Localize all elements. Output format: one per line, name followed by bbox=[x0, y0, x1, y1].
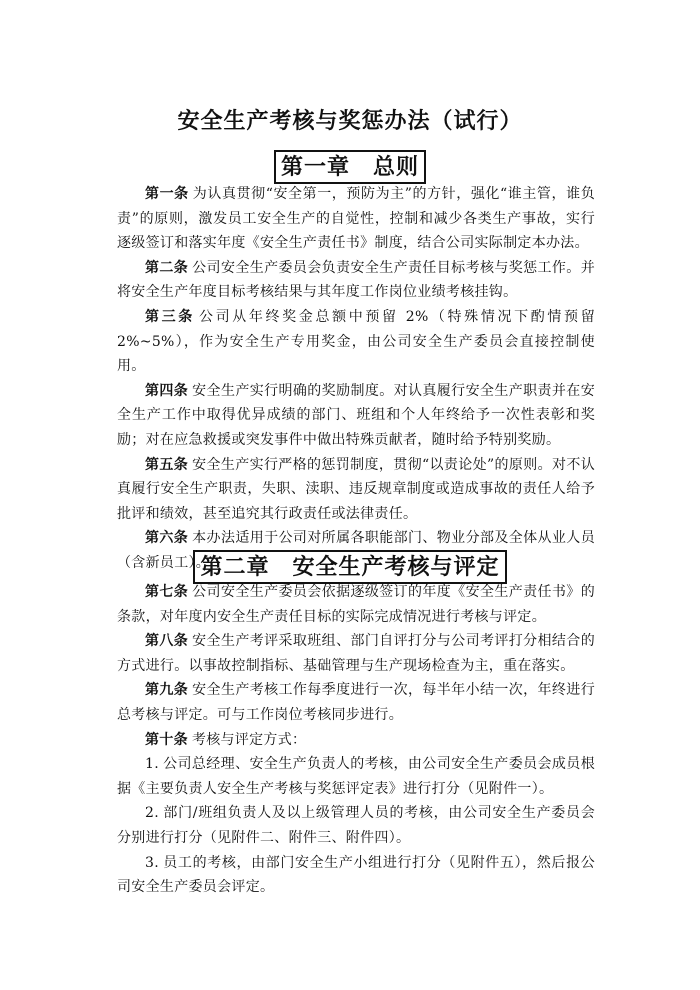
article-text: 考核与评定方式： bbox=[191, 731, 307, 748]
article-text: 安全生产考评采取班组、部门自评打分与公司考评打分相结合的方式进行。以事故控制指标、基础管理与生产现场检查为主，重在落实。 bbox=[117, 633, 595, 674]
article-9 bbox=[117, 678, 595, 727]
article-5 bbox=[117, 453, 595, 527]
chapter-2-heading-text: 第二章 安全生产考核与评定 bbox=[193, 550, 506, 584]
chapter-1-heading bbox=[0, 150, 700, 184]
article-text: 安全生产实行明确的奖励制度。对认真履行安全生产职责并在安全生产工作中取得优异成绩的部门、班组和个人年终给予一次性表彰和奖励；对在应急救援或突发事件中做出特殊贡献者，随时给予特别奖励。 bbox=[117, 382, 595, 448]
chapter-2-heading bbox=[0, 550, 700, 584]
article-text: 为认真贯彻“安全第一，预防为主”的方针，强化“谁主管，谁负责”的原则，激发员工安全生产的自觉性，控制和减少各类生产事故，实行逐级签订和落实年度《安全生产责任书》制度，结合公司实际制定本办法。 bbox=[117, 186, 595, 252]
article-8 bbox=[117, 629, 595, 678]
list-item-1 bbox=[117, 752, 595, 801]
list-item-text: 公司总经理、安全生产负责人的考核，由公司安全生产委员会成员根据《主要负责人安全生产考核与奖惩评定表》进行打分（见附件一）。 bbox=[117, 756, 595, 797]
article-text: 本办法适用于公司对所属各职能部门、物业分部及全体从业人员（含新员工）。 bbox=[117, 530, 595, 571]
chapter-1-heading-text: 第一章 总则 bbox=[274, 150, 426, 184]
list-item-number: 2. bbox=[145, 805, 159, 822]
article-label: 第八条 bbox=[145, 633, 189, 650]
list-item-number: 3. bbox=[145, 854, 159, 871]
article-label: 第六条 bbox=[145, 530, 189, 547]
article-1 bbox=[117, 182, 595, 256]
list-item-2 bbox=[117, 801, 595, 850]
article-label: 第一条 bbox=[145, 186, 189, 202]
chapter-1-body bbox=[117, 182, 595, 576]
article-label: 第九条 bbox=[145, 682, 189, 699]
article-text: 安全生产实行严格的惩罚制度，贯彻“以责论处”的原则。对不认真履行安全生产职责，失职、渎职、违反规章制度或造成事故的责任人给予批评和绩效，甚至追究其行政责任或法律责任。 bbox=[117, 456, 595, 522]
article-text: 公司从年终奖金总额中预留 2%（特殊情况下酌情预留 2%~5%），作为安全生产专用奖金，由公司安全生产委员会直接控制使用。 bbox=[117, 308, 595, 375]
article-label: 第十条 bbox=[145, 731, 188, 748]
list-item-3 bbox=[117, 851, 595, 900]
article-10 bbox=[117, 728, 595, 753]
list-item-text: 部门/班组负责人及以上级管理人员的考核，由公司安全生产委员会分别进行打分（见附件二、附件三、附件四）。 bbox=[117, 805, 595, 846]
article-label: 第二条 bbox=[145, 259, 189, 276]
article-label: 第七条 bbox=[145, 584, 189, 600]
article-2 bbox=[117, 256, 595, 305]
list-item-text: 员工的考核，由部门安全生产小组进行打分（见附件五），然后报公司安全生产委员会评定。 bbox=[117, 854, 595, 896]
article-text: 安全生产考核工作每季度进行一次，每半年小结一次，年终进行总考核与评定。可与工作岗位考核同步进行。 bbox=[117, 682, 595, 723]
document-title: 安全生产考核与奖惩办法（试行） bbox=[177, 108, 523, 134]
article-label: 第三条 bbox=[145, 308, 195, 325]
article-text: 公司安全生产委员会负责安全生产责任目标考核与奖惩工作。并将安全生产年度目标考核结果与其年度工作岗位业绩考核挂钩。 bbox=[117, 259, 595, 301]
list-item-number: 1. bbox=[145, 756, 159, 773]
article-4 bbox=[117, 379, 595, 453]
article-label: 第四条 bbox=[145, 382, 189, 399]
article-3 bbox=[117, 305, 595, 379]
article-7 bbox=[117, 580, 595, 629]
article-text: 公司安全生产委员会依据逐级签订的年度《安全生产责任书》的条款，对年度内安全生产责任目标的实际完成情况进行考核与评定。 bbox=[117, 584, 595, 625]
chapter-2-body bbox=[117, 580, 595, 900]
article-label: 第五条 bbox=[145, 456, 189, 473]
